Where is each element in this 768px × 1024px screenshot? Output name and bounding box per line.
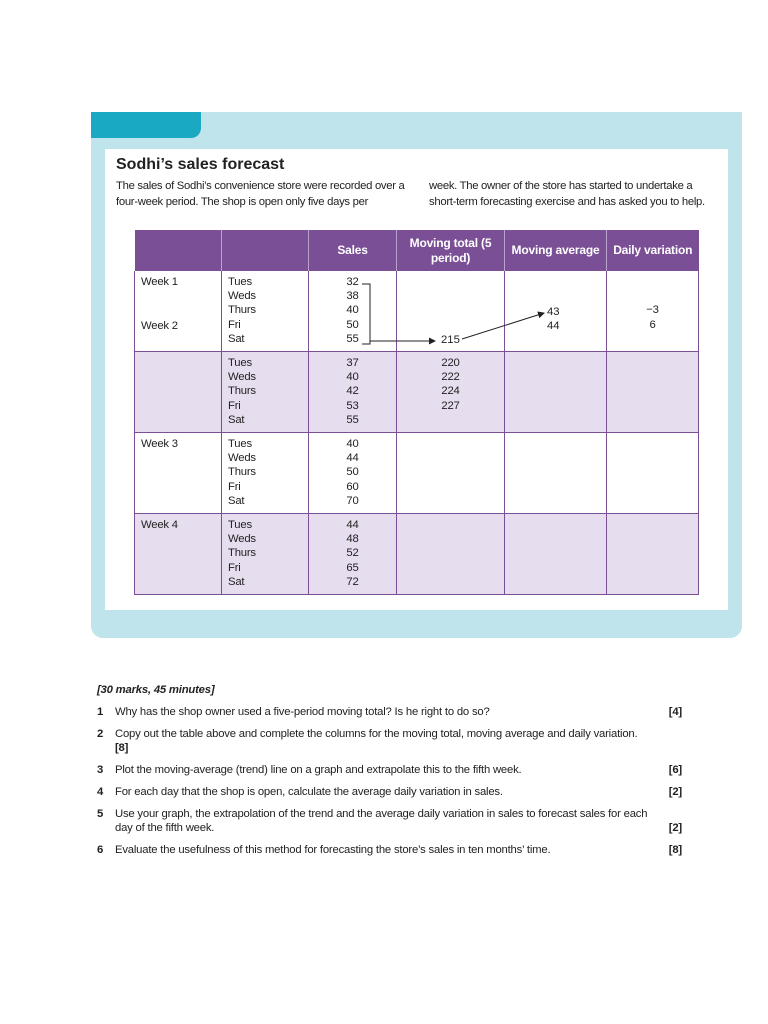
- days-cell: [222, 514, 309, 595]
- sales-cell: [309, 433, 397, 514]
- sales-value: 60: [346, 480, 359, 493]
- day-label: Weds: [228, 452, 256, 465]
- days-cell: [222, 352, 309, 433]
- moving-total-value: 227: [441, 399, 460, 412]
- sales-value: 65: [346, 561, 359, 574]
- week-label: Week 4: [141, 519, 178, 531]
- daily-variation-value: 6: [649, 318, 656, 331]
- sales-cell: [309, 352, 397, 433]
- question-number: 1: [97, 706, 104, 718]
- case-study-tab: [91, 112, 201, 138]
- question-number: 2: [97, 728, 104, 740]
- day-label: Tues: [228, 438, 252, 450]
- day-label: Weds: [228, 371, 256, 384]
- sales-value: 44: [346, 452, 359, 465]
- intro-text-left: The sales of Sodhi’s convenience store were recorded over a four-week period. The shop is open only five days per: [116, 180, 405, 208]
- question-item: [97, 785, 682, 799]
- day-label: Thurs: [228, 304, 256, 317]
- question-item: [97, 807, 682, 835]
- sales-value: 40: [346, 438, 359, 450]
- moving-total-value: 220: [441, 357, 460, 369]
- sales-value: 55: [346, 332, 359, 345]
- table-row: [135, 433, 699, 514]
- sales-value: 40: [346, 371, 359, 384]
- moving-average-first: 43: [547, 306, 560, 318]
- question-item: [97, 727, 682, 755]
- questions-header: [30 marks, 45 minutes]: [97, 684, 215, 696]
- sales-value: 70: [346, 494, 359, 507]
- questions-section: [97, 684, 682, 865]
- day-label: Sat: [228, 575, 245, 588]
- day-label: Tues: [228, 276, 252, 288]
- sales-cell: [309, 514, 397, 595]
- sales-cell: [309, 271, 397, 352]
- sales-value: 72: [346, 575, 359, 588]
- day-label: Tues: [228, 357, 252, 369]
- question-marks: [8]: [668, 844, 682, 856]
- day-label: Fri: [228, 561, 241, 574]
- header-sales: Sales: [309, 230, 397, 271]
- sales-value: 40: [346, 304, 359, 317]
- sales-value: 44: [346, 519, 359, 531]
- question-marks: [6]: [668, 764, 682, 776]
- question-number: 3: [97, 764, 104, 776]
- day-label: Fri: [228, 318, 241, 331]
- week-label: Week 2: [141, 320, 178, 333]
- sales-table: [134, 230, 699, 595]
- header-moving-total: Moving total (5 period): [397, 230, 505, 271]
- day-label: Fri: [228, 399, 241, 412]
- sales-value: 50: [346, 466, 359, 479]
- question-text: Evaluate the usefulness of this method for forecasting the store’s sales in ten months’ time.: [115, 844, 551, 856]
- question-text: Use your graph, the extrapolation of the trend and the average daily variation in sales to forecast sales for each day of the fifth week.: [115, 808, 648, 834]
- moving-total-cell: [397, 433, 505, 514]
- daily-variation-cell: [607, 352, 699, 433]
- question-item: [97, 843, 682, 857]
- sales-value: 37: [346, 357, 359, 369]
- days-cell: [222, 271, 309, 352]
- day-label: Weds: [228, 533, 256, 546]
- case-study-title: Sodhi’s sales forecast: [116, 156, 285, 173]
- daily-variation-cell: [607, 271, 699, 352]
- sales-value: 48: [346, 533, 359, 546]
- sales-value: 52: [346, 547, 359, 560]
- question-marks: [8]: [115, 742, 129, 754]
- week-label: Week 3: [141, 438, 178, 450]
- table-row: [135, 352, 699, 433]
- question-marks: [4]: [668, 706, 682, 718]
- week-cell: [135, 352, 222, 433]
- moving-total-value: 224: [441, 385, 460, 398]
- sales-value: 38: [346, 290, 359, 303]
- intro-text-right: week. The owner of the store has started to undertake a short-term forecasting exercise and has asked you to help.: [429, 180, 705, 208]
- day-label: Thurs: [228, 547, 256, 560]
- question-text: Copy out the table above and complete the columns for the moving total, moving average and daily variation.: [115, 728, 638, 740]
- day-label: Fri: [228, 480, 241, 493]
- daily-variation-cell: [607, 433, 699, 514]
- question-item: [97, 763, 682, 777]
- sales-value: 53: [346, 399, 359, 412]
- question-number: 4: [97, 786, 104, 798]
- moving-total-first: 215: [441, 334, 460, 346]
- day-label: Tues: [228, 519, 252, 531]
- question-number: 6: [97, 844, 104, 856]
- sales-value: 50: [346, 318, 359, 331]
- day-label: Thurs: [228, 466, 256, 479]
- sales-value: 42: [346, 385, 359, 398]
- question-number: 5: [97, 808, 104, 820]
- table-header-row: [135, 230, 699, 271]
- day-label: Weds: [228, 290, 256, 303]
- daily-variation-value: −3: [646, 304, 659, 317]
- moving-average-cell: [505, 514, 607, 595]
- table-row: [135, 514, 699, 595]
- week-label: Week 1: [141, 276, 178, 288]
- moving-total-cell: [397, 514, 505, 595]
- header-week: [135, 230, 222, 271]
- week-cell: [135, 514, 222, 595]
- day-label: Sat: [228, 413, 245, 426]
- header-moving-average: Moving average: [505, 230, 607, 271]
- sales-value: 55: [346, 413, 359, 426]
- question-marks: [2]: [668, 786, 682, 798]
- question-text: Why has the shop owner used a five-period moving total? Is he right to do so?: [115, 706, 490, 718]
- table-row: [135, 271, 699, 352]
- daily-variation-cell: [607, 514, 699, 595]
- question-text: For each day that the shop is open, calculate the average daily variation in sales.: [115, 786, 503, 798]
- moving-total-value: 222: [441, 371, 460, 384]
- header-daily-variation: Daily variation: [607, 230, 699, 271]
- header-day: [222, 230, 309, 271]
- days-cell: [222, 433, 309, 514]
- week-cell: [135, 271, 222, 352]
- sales-value: 32: [346, 276, 359, 288]
- moving-average-second: 44: [547, 320, 560, 332]
- moving-average-cell: [505, 352, 607, 433]
- moving-average-cell: [505, 433, 607, 514]
- question-marks: [2]: [668, 822, 682, 834]
- day-label: Thurs: [228, 385, 256, 398]
- week-cell: [135, 433, 222, 514]
- day-label: Sat: [228, 494, 245, 507]
- moving-total-cell: [397, 352, 505, 433]
- question-item: [97, 705, 682, 719]
- day-label: Sat: [228, 332, 245, 345]
- question-text: Plot the moving-average (trend) line on a graph and extrapolate this to the fifth week.: [115, 764, 522, 776]
